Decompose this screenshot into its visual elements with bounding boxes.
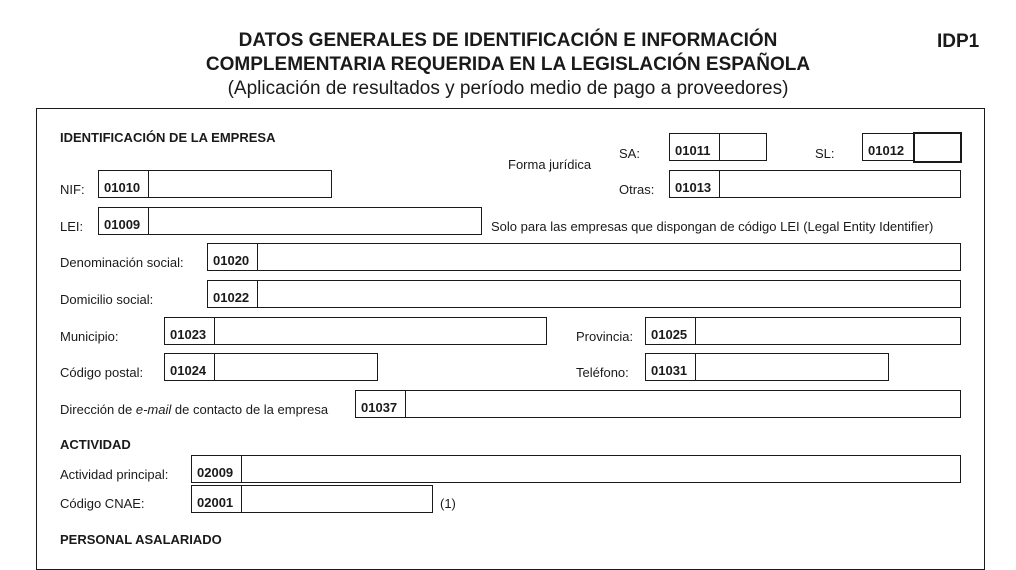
- forma-juridica-label: Forma jurídica: [508, 157, 592, 172]
- form-title-line1: DATOS GENERALES DE IDENTIFICACIÓN E INFORMACIÓN: [238, 30, 778, 51]
- actividad-principal-code: 02009: [192, 456, 242, 482]
- cnae-note: (1): [440, 496, 456, 511]
- section-personal-title: PERSONAL ASALARIADO: [60, 532, 222, 547]
- provincia-field[interactable]: [645, 317, 961, 345]
- codigo-postal-code: 01024: [165, 354, 215, 380]
- section-identificacion-title: IDENTIFICACIÓN DE LA EMPRESA: [60, 130, 276, 145]
- actividad-principal-field[interactable]: [191, 455, 961, 483]
- otras-code: 01013: [670, 171, 720, 197]
- email-label: [60, 402, 328, 417]
- email-label-italic: e-mail: [135, 402, 172, 417]
- section-actividad-title: ACTIVIDAD: [60, 437, 131, 452]
- codigo-cnae-value[interactable]: [242, 486, 432, 512]
- email-value[interactable]: [406, 391, 960, 417]
- lei-label: LEI:: [60, 219, 84, 234]
- provincia-label: Provincia:: [576, 329, 634, 344]
- municipio-value[interactable]: [215, 318, 546, 344]
- codigo-postal-field[interactable]: [164, 353, 378, 381]
- domicilio-value[interactable]: [258, 281, 960, 307]
- email-label-prefix: Dirección de: [60, 402, 136, 417]
- nif-label: NIF:: [60, 182, 85, 197]
- nif-value[interactable]: [149, 171, 331, 197]
- municipio-label: Municipio:: [60, 329, 119, 344]
- form-code: IDP1: [937, 31, 980, 52]
- codigo-cnae-field[interactable]: [191, 485, 433, 513]
- denominacion-value[interactable]: [258, 244, 960, 270]
- otras-label: Otras:: [619, 182, 655, 197]
- sa-value[interactable]: [720, 134, 766, 160]
- codigo-postal-label: Código postal:: [60, 365, 144, 380]
- form-title-line2: COMPLEMENTARIA REQUERIDA EN LA LEGISLACIÓN ESPAÑOLA: [205, 54, 811, 75]
- otras-field[interactable]: [669, 170, 961, 198]
- sa-label: SA:: [619, 146, 640, 161]
- municipio-field[interactable]: [164, 317, 547, 345]
- sl-code: 01012: [868, 143, 905, 158]
- domicilio-label: Domicilio social:: [60, 292, 154, 307]
- denominacion-label: Denominación social:: [60, 255, 184, 270]
- telefono-code: 01031: [646, 354, 696, 380]
- lei-field[interactable]: [98, 207, 482, 235]
- codigo-cnae-label: Código CNAE:: [60, 496, 145, 511]
- form-subtitle: (Aplicación de resultados y período medio de pago a proveedores): [227, 78, 789, 99]
- otras-value[interactable]: [720, 171, 960, 197]
- domicilio-field[interactable]: [207, 280, 961, 308]
- nif-field[interactable]: [98, 170, 332, 198]
- codigo-postal-value[interactable]: [215, 354, 377, 380]
- actividad-principal-label: Actividad principal:: [60, 467, 169, 482]
- sa-code: 01011: [670, 134, 720, 160]
- codigo-cnae-code: 02001: [192, 486, 242, 512]
- sl-field[interactable]: [862, 133, 914, 161]
- provincia-code: 01025: [646, 318, 696, 344]
- denominacion-code: 01020: [208, 244, 258, 270]
- domicilio-code: 01022: [208, 281, 258, 307]
- sl-checkbox[interactable]: [913, 132, 962, 163]
- lei-value[interactable]: [149, 208, 481, 234]
- email-code: 01037: [356, 391, 406, 417]
- telefono-label: Teléfono:: [576, 365, 629, 380]
- nif-code: 01010: [99, 171, 149, 197]
- municipio-code: 01023: [165, 318, 215, 344]
- provincia-value[interactable]: [696, 318, 960, 344]
- lei-code: 01009: [99, 208, 149, 234]
- telefono-value[interactable]: [696, 354, 888, 380]
- sl-value[interactable]: [915, 134, 960, 161]
- sl-label: SL:: [815, 146, 835, 161]
- email-field[interactable]: [355, 390, 961, 418]
- email-label-suffix: de contacto de la empresa: [171, 402, 329, 417]
- actividad-principal-value[interactable]: [242, 456, 960, 482]
- denominacion-field[interactable]: [207, 243, 961, 271]
- telefono-field[interactable]: [645, 353, 889, 381]
- sa-field[interactable]: [669, 133, 767, 161]
- lei-note: Solo para las empresas que dispongan de código LEI (Legal Entity Identifier): [491, 219, 934, 234]
